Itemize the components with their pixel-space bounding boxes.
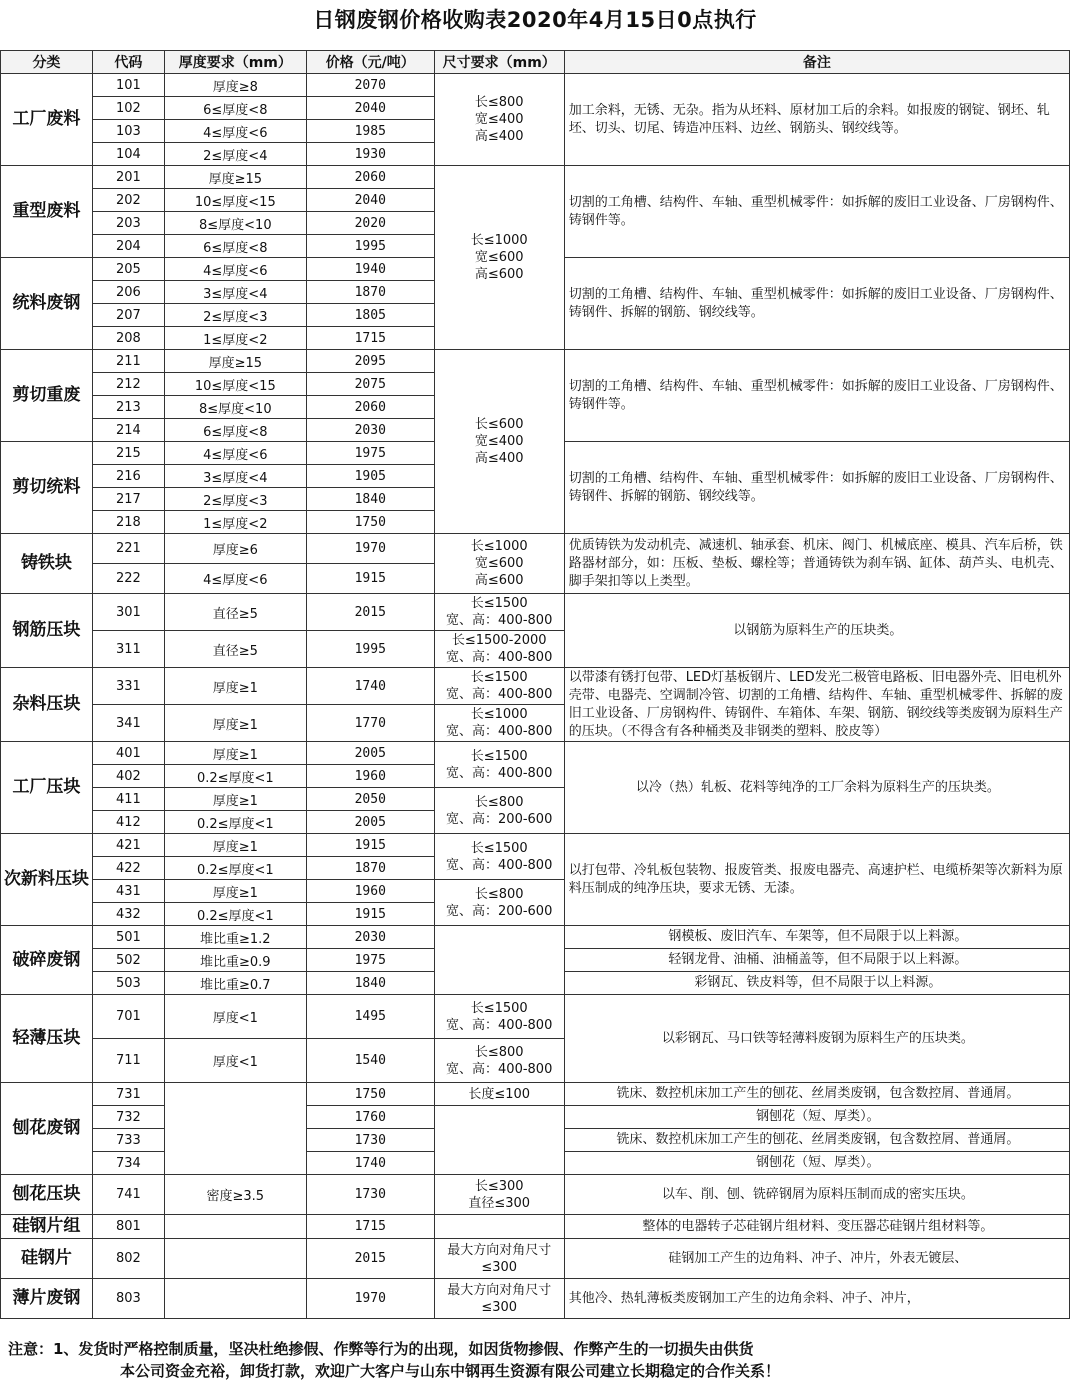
thickness-cell: 厚度≥1 <box>164 668 306 705</box>
category-cell: 轻薄压块 <box>1 995 93 1083</box>
code-cell: 207 <box>92 304 164 327</box>
price-cell: 1805 <box>306 304 434 327</box>
price-cell: 2070 <box>306 74 434 97</box>
table-row <box>1 742 1070 765</box>
thickness-cell: 厚度≥1 <box>164 880 306 903</box>
size-cell: 长≤1500 宽、高：400-800 <box>434 995 564 1039</box>
table-row <box>1 1239 1070 1279</box>
price-cell: 1870 <box>306 281 434 304</box>
category-cell: 硅钢片组 <box>1 1215 93 1239</box>
code-cell: 341 <box>92 705 164 742</box>
code-cell: 215 <box>92 442 164 465</box>
price-cell: 1840 <box>306 488 434 511</box>
size-cell: 长≤800 宽、高：400-800 <box>434 1039 564 1083</box>
thickness-cell: 堆比重≥1.2 <box>164 926 306 949</box>
code-cell: 217 <box>92 488 164 511</box>
category-cell: 工厂废料 <box>1 74 93 166</box>
price-cell: 1750 <box>306 511 434 534</box>
thickness-cell: 厚度≥6 <box>164 534 306 564</box>
price-cell: 1960 <box>306 765 434 788</box>
code-cell: 412 <box>92 811 164 834</box>
header-size: 尺寸要求（mm） <box>434 51 564 74</box>
code-cell: 213 <box>92 396 164 419</box>
code-cell: 731 <box>92 1083 164 1106</box>
code-cell: 311 <box>92 631 164 668</box>
size-cell <box>434 926 564 995</box>
table-row <box>1 1215 1070 1239</box>
page-title: 日钢废钢价格收购表2020年4月15日0点执行 <box>313 8 757 32</box>
code-cell: 205 <box>92 258 164 281</box>
size-cell: 长≤800 宽、高：200-600 <box>434 880 564 926</box>
price-cell: 2040 <box>306 97 434 120</box>
note-cell: 加工余料，无锈、无杂。指为从坯料、原材加工后的余料。如报废的钢锭、钢坯、轧坯、切头、切尾、铸造冲压料、边丝、钢筋头、钢绞线等。 <box>564 74 1069 166</box>
note-cell: 切割的工角槽、结构件、车轴、重型机械零件：如拆解的废旧工业设备、厂房钢构件、铸钢件等。 <box>564 166 1069 258</box>
note-cell: 以钢筋为原料生产的压块类。 <box>564 594 1069 668</box>
size-cell <box>434 1106 564 1175</box>
size-cell: 长≤800 宽、高：200-600 <box>434 788 564 834</box>
category-cell: 薄片废钢 <box>1 1279 93 1319</box>
thickness-cell: 2≤厚度<4 <box>164 143 306 166</box>
price-cell: 1915 <box>306 834 434 857</box>
note-cell: 以冷（热）轧板、花料等纯净的工厂余料为原料生产的压块类。 <box>564 742 1069 834</box>
category-cell: 刨花压块 <box>1 1175 93 1215</box>
footer-line-2: 本公司资金充裕，卸货打款，欢迎广大客户与山东中钢再生资源有限公司建立长期稳定的合作关系！ <box>120 1362 781 1380</box>
price-cell: 1840 <box>306 972 434 995</box>
thickness-cell: 0.2≤厚度<1 <box>164 765 306 788</box>
thickness-cell: 3≤厚度<4 <box>164 281 306 304</box>
note-cell: 轻钢龙骨、油桶、油桶盖等，但不局限于以上料源。 <box>564 949 1069 972</box>
header-category: 分类 <box>1 51 93 74</box>
thickness-cell: 6≤厚度<8 <box>164 419 306 442</box>
thickness-cell <box>164 1279 306 1319</box>
table-row <box>1 1175 1070 1215</box>
note-cell: 其他冷、热轧薄板类废钢加工产生的边角余料、冲子、冲片， <box>564 1279 1069 1319</box>
code-cell: 211 <box>92 350 164 373</box>
price-cell: 2005 <box>306 811 434 834</box>
category-cell: 次新料压块 <box>1 834 93 926</box>
note-cell: 钢模板、废旧汽车、车架等，但不局限于以上料源。 <box>564 926 1069 949</box>
code-cell: 103 <box>92 120 164 143</box>
price-cell: 2050 <box>306 788 434 811</box>
size-cell: 长≤1500 宽、高：400-800 <box>434 742 564 788</box>
thickness-cell: 密度≥3.5 <box>164 1175 306 1215</box>
code-cell: 331 <box>92 668 164 705</box>
thickness-cell: 直径≥5 <box>164 631 306 668</box>
footer-line-1: 注意：1、发货时严格控制质量，坚决杜绝掺假、作弊等行为的出现，如因货物掺假、作弊产生的一切损失由供货 <box>8 1340 754 1358</box>
note-cell: 硅钢加工产生的边角料、冲子、冲片，外表无镀层、 <box>564 1239 1069 1279</box>
thickness-cell: 6≤厚度<8 <box>164 97 306 120</box>
thickness-cell: 厚度≥8 <box>164 74 306 97</box>
note-cell: 彩钢瓦、铁皮料等，但不局限于以上料源。 <box>564 972 1069 995</box>
category-cell: 破碎废钢 <box>1 926 93 995</box>
note-cell: 铣床、数控机床加工产生的刨花、丝屑类废钢，包含数控屑、普通屑。 <box>564 1129 1069 1152</box>
thickness-cell: 2≤厚度<3 <box>164 488 306 511</box>
code-cell: 431 <box>92 880 164 903</box>
note-cell: 以彩钢瓦、马口铁等轻薄料废钢为原料生产的压块类。 <box>564 995 1069 1083</box>
price-cell: 1760 <box>306 1106 434 1129</box>
category-cell: 统料废钢 <box>1 258 93 350</box>
thickness-cell: 厚度<1 <box>164 1039 306 1083</box>
code-cell: 203 <box>92 212 164 235</box>
category-cell: 硅钢片 <box>1 1239 93 1279</box>
thickness-cell: 8≤厚度<10 <box>164 212 306 235</box>
thickness-cell: 2≤厚度<3 <box>164 304 306 327</box>
code-cell: 732 <box>92 1106 164 1129</box>
code-cell: 734 <box>92 1152 164 1175</box>
price-cell: 2030 <box>306 926 434 949</box>
thickness-cell: 0.2≤厚度<1 <box>164 811 306 834</box>
price-cell: 2075 <box>306 373 434 396</box>
price-cell: 1960 <box>306 880 434 903</box>
code-cell: 401 <box>92 742 164 765</box>
price-cell: 1995 <box>306 631 434 668</box>
code-cell: 202 <box>92 189 164 212</box>
category-cell: 杂料压块 <box>1 668 93 742</box>
table-row <box>1 668 1070 705</box>
price-cell: 1750 <box>306 1083 434 1106</box>
thickness-cell: 10≤厚度<15 <box>164 189 306 212</box>
code-cell: 741 <box>92 1175 164 1215</box>
price-cell: 1970 <box>306 1279 434 1319</box>
code-cell: 503 <box>92 972 164 995</box>
size-cell: 长≤1000 宽≤600 高≤600 <box>434 166 564 350</box>
code-cell: 206 <box>92 281 164 304</box>
price-cell: 1915 <box>306 564 434 594</box>
thickness-cell: 堆比重≥0.9 <box>164 949 306 972</box>
code-cell: 402 <box>92 765 164 788</box>
thickness-cell <box>164 1083 306 1175</box>
size-cell: 长≤300 直径≤300 <box>434 1175 564 1215</box>
size-cell: 最大方向对角尺寸 ≤300 <box>434 1279 564 1319</box>
size-cell <box>434 1215 564 1239</box>
note-cell: 优质铸铁为发动机壳、减速机、轴承套、机床、阀门、机械底座、模具、汽车后桥，铁路器材部分，如：压板、垫板、螺栓等；普通铸铁为刹车锅、缸体、葫芦头、电机壳、脚手架扣等以上类型。 <box>564 534 1069 594</box>
note-cell: 钢刨花（短、厚类）。 <box>564 1152 1069 1175</box>
note-cell: 切割的工角槽、结构件、车轴、重型机械零件：如拆解的废旧工业设备、厂房钢构件、铸钢件、拆解的钢筋、钢绞线等。 <box>564 442 1069 534</box>
header-row <box>1 51 1070 74</box>
code-cell: 101 <box>92 74 164 97</box>
price-cell: 1770 <box>306 705 434 742</box>
size-cell: 长≤1500-2000 宽、高：400-800 <box>434 631 564 668</box>
thickness-cell: 堆比重≥0.7 <box>164 972 306 995</box>
thickness-cell: 0.2≤厚度<1 <box>164 903 306 926</box>
thickness-cell: 厚度<1 <box>164 995 306 1039</box>
code-cell: 222 <box>92 564 164 594</box>
table-row <box>1 1106 1070 1129</box>
thickness-cell: 厚度≥15 <box>164 350 306 373</box>
size-cell: 长≤1500 宽、高：400-800 <box>434 668 564 705</box>
price-cell: 2060 <box>306 166 434 189</box>
code-cell: 218 <box>92 511 164 534</box>
thickness-cell: 4≤厚度<6 <box>164 564 306 594</box>
price-cell: 1930 <box>306 143 434 166</box>
price-cell: 2020 <box>306 212 434 235</box>
size-cell: 长度≤100 <box>434 1083 564 1106</box>
note-cell: 铣床、数控机床加工产生的刨花、丝屑类废钢，包含数控屑、普通屑。 <box>564 1083 1069 1106</box>
thickness-cell: 厚度≥1 <box>164 834 306 857</box>
code-cell: 204 <box>92 235 164 258</box>
code-cell: 208 <box>92 327 164 350</box>
thickness-cell: 厚度≥15 <box>164 166 306 189</box>
thickness-cell: 10≤厚度<15 <box>164 373 306 396</box>
price-cell: 1740 <box>306 1152 434 1175</box>
category-cell: 剪切统料 <box>1 442 93 534</box>
category-cell: 钢筋压块 <box>1 594 93 668</box>
header-thickness: 厚度要求（mm） <box>164 51 306 74</box>
category-cell: 重型废料 <box>1 166 93 258</box>
code-cell: 421 <box>92 834 164 857</box>
code-cell: 502 <box>92 949 164 972</box>
price-cell: 1715 <box>306 327 434 350</box>
footer-notice <box>8 1338 1068 1382</box>
size-cell: 长≤1500 宽、高：400-800 <box>434 594 564 631</box>
thickness-cell: 8≤厚度<10 <box>164 396 306 419</box>
price-cell: 1940 <box>306 258 434 281</box>
category-cell: 剪切重废 <box>1 350 93 442</box>
code-cell: 801 <box>92 1215 164 1239</box>
note-cell: 切割的工角槽、结构件、车轴、重型机械零件：如拆解的废旧工业设备、厂房钢构件、铸钢件、拆解的钢筋、钢绞线等。 <box>564 258 1069 350</box>
price-cell: 1985 <box>306 120 434 143</box>
price-cell: 2030 <box>306 419 434 442</box>
code-cell: 214 <box>92 419 164 442</box>
thickness-cell: 厚度≥1 <box>164 705 306 742</box>
price-cell: 1730 <box>306 1175 434 1215</box>
thickness-cell: 4≤厚度<6 <box>164 258 306 281</box>
size-cell: 长≤1000 宽、高：400-800 <box>434 705 564 742</box>
code-cell: 212 <box>92 373 164 396</box>
price-cell: 2040 <box>306 189 434 212</box>
table-row <box>1 995 1070 1039</box>
price-cell: 1975 <box>306 442 434 465</box>
code-cell: 733 <box>92 1129 164 1152</box>
code-cell: 711 <box>92 1039 164 1083</box>
price-cell: 1715 <box>306 1215 434 1239</box>
thickness-cell <box>164 1239 306 1279</box>
thickness-cell: 4≤厚度<6 <box>164 442 306 465</box>
size-cell: 最大方向对角尺寸 ≤300 <box>434 1239 564 1279</box>
category-cell: 工厂压块 <box>1 742 93 834</box>
code-cell: 803 <box>92 1279 164 1319</box>
price-cell: 1975 <box>306 949 434 972</box>
table-row <box>1 1083 1070 1106</box>
code-cell: 701 <box>92 995 164 1039</box>
category-cell: 刨花废钢 <box>1 1083 93 1175</box>
header-note: 备注 <box>564 51 1069 74</box>
table-row <box>1 74 1070 97</box>
table-row <box>1 1279 1070 1319</box>
price-cell: 1915 <box>306 903 434 926</box>
code-cell: 102 <box>92 97 164 120</box>
price-cell: 2060 <box>306 396 434 419</box>
size-cell: 长≤1000 宽≤600 高≤600 <box>434 534 564 594</box>
thickness-cell <box>164 1215 306 1239</box>
thickness-cell: 4≤厚度<6 <box>164 120 306 143</box>
table-row <box>1 166 1070 189</box>
price-cell: 1995 <box>306 235 434 258</box>
price-cell: 1495 <box>306 995 434 1039</box>
size-cell: 长≤800 宽≤400 高≤400 <box>434 74 564 166</box>
price-cell: 1970 <box>306 534 434 564</box>
thickness-cell: 3≤厚度<4 <box>164 465 306 488</box>
price-cell: 2095 <box>306 350 434 373</box>
note-cell: 钢刨花（短、厚类）。 <box>564 1106 1069 1129</box>
thickness-cell: 0.2≤厚度<1 <box>164 857 306 880</box>
header-code: 代码 <box>92 51 164 74</box>
table-row <box>1 834 1070 857</box>
price-table <box>0 50 1070 1319</box>
thickness-cell: 1≤厚度<2 <box>164 511 306 534</box>
code-cell: 221 <box>92 534 164 564</box>
table-row <box>1 926 1070 949</box>
code-cell: 432 <box>92 903 164 926</box>
category-cell: 铸铁块 <box>1 534 93 594</box>
price-cell: 1740 <box>306 668 434 705</box>
price-cell: 1730 <box>306 1129 434 1152</box>
price-cell: 2015 <box>306 594 434 631</box>
thickness-cell: 直径≥5 <box>164 594 306 631</box>
note-cell: 以带漆有锈打包带、LED灯基板钢片、LED发光二极管电路板、旧电器外壳、旧电机外壳带、电器壳、空调制冷管、切割的工角槽、结构件、车轴、重型机械零件、拆解的废旧工业设备、厂房钢构件、铸钢件、车箱体、车架、钢筋、钢绞线等类废钢为原料生产的压块。（不得含有各种桶类及非钢类的塑料、胶皮等） <box>564 668 1069 742</box>
price-cell: 1540 <box>306 1039 434 1083</box>
code-cell: 104 <box>92 143 164 166</box>
price-cell: 1905 <box>306 465 434 488</box>
price-cell: 1870 <box>306 857 434 880</box>
code-cell: 802 <box>92 1239 164 1279</box>
table-row <box>1 350 1070 373</box>
thickness-cell: 厚度≥1 <box>164 742 306 765</box>
code-cell: 422 <box>92 857 164 880</box>
note-cell: 切割的工角槽、结构件、车轴、重型机械零件：如拆解的废旧工业设备、厂房钢构件、铸钢件等。 <box>564 350 1069 442</box>
thickness-cell: 6≤厚度<8 <box>164 235 306 258</box>
header-price: 价格（元/吨） <box>306 51 434 74</box>
table-row <box>1 594 1070 631</box>
thickness-cell: 1≤厚度<2 <box>164 327 306 350</box>
code-cell: 301 <box>92 594 164 631</box>
code-cell: 501 <box>92 926 164 949</box>
code-cell: 216 <box>92 465 164 488</box>
size-cell: 长≤1500 宽、高：400-800 <box>434 834 564 880</box>
price-cell: 2005 <box>306 742 434 765</box>
note-cell: 以打包带、冷轧板包装物、报废管类、报废电器壳、高速护栏、电缆桥架等次新料为原料压制成的纯净压块，要求无锈、无漆。 <box>564 834 1069 926</box>
table-row <box>1 534 1070 564</box>
price-cell: 2015 <box>306 1239 434 1279</box>
code-cell: 411 <box>92 788 164 811</box>
note-cell: 整体的电器转子芯硅钢片组材料、变压器芯硅钢片组材料等。 <box>564 1215 1069 1239</box>
code-cell: 201 <box>92 166 164 189</box>
size-cell: 长≤600 宽≤400 高≤400 <box>434 350 564 534</box>
thickness-cell: 厚度≥1 <box>164 788 306 811</box>
note-cell: 以车、削、刨、铣碎钢屑为原料压制而成的密实压块。 <box>564 1175 1069 1215</box>
